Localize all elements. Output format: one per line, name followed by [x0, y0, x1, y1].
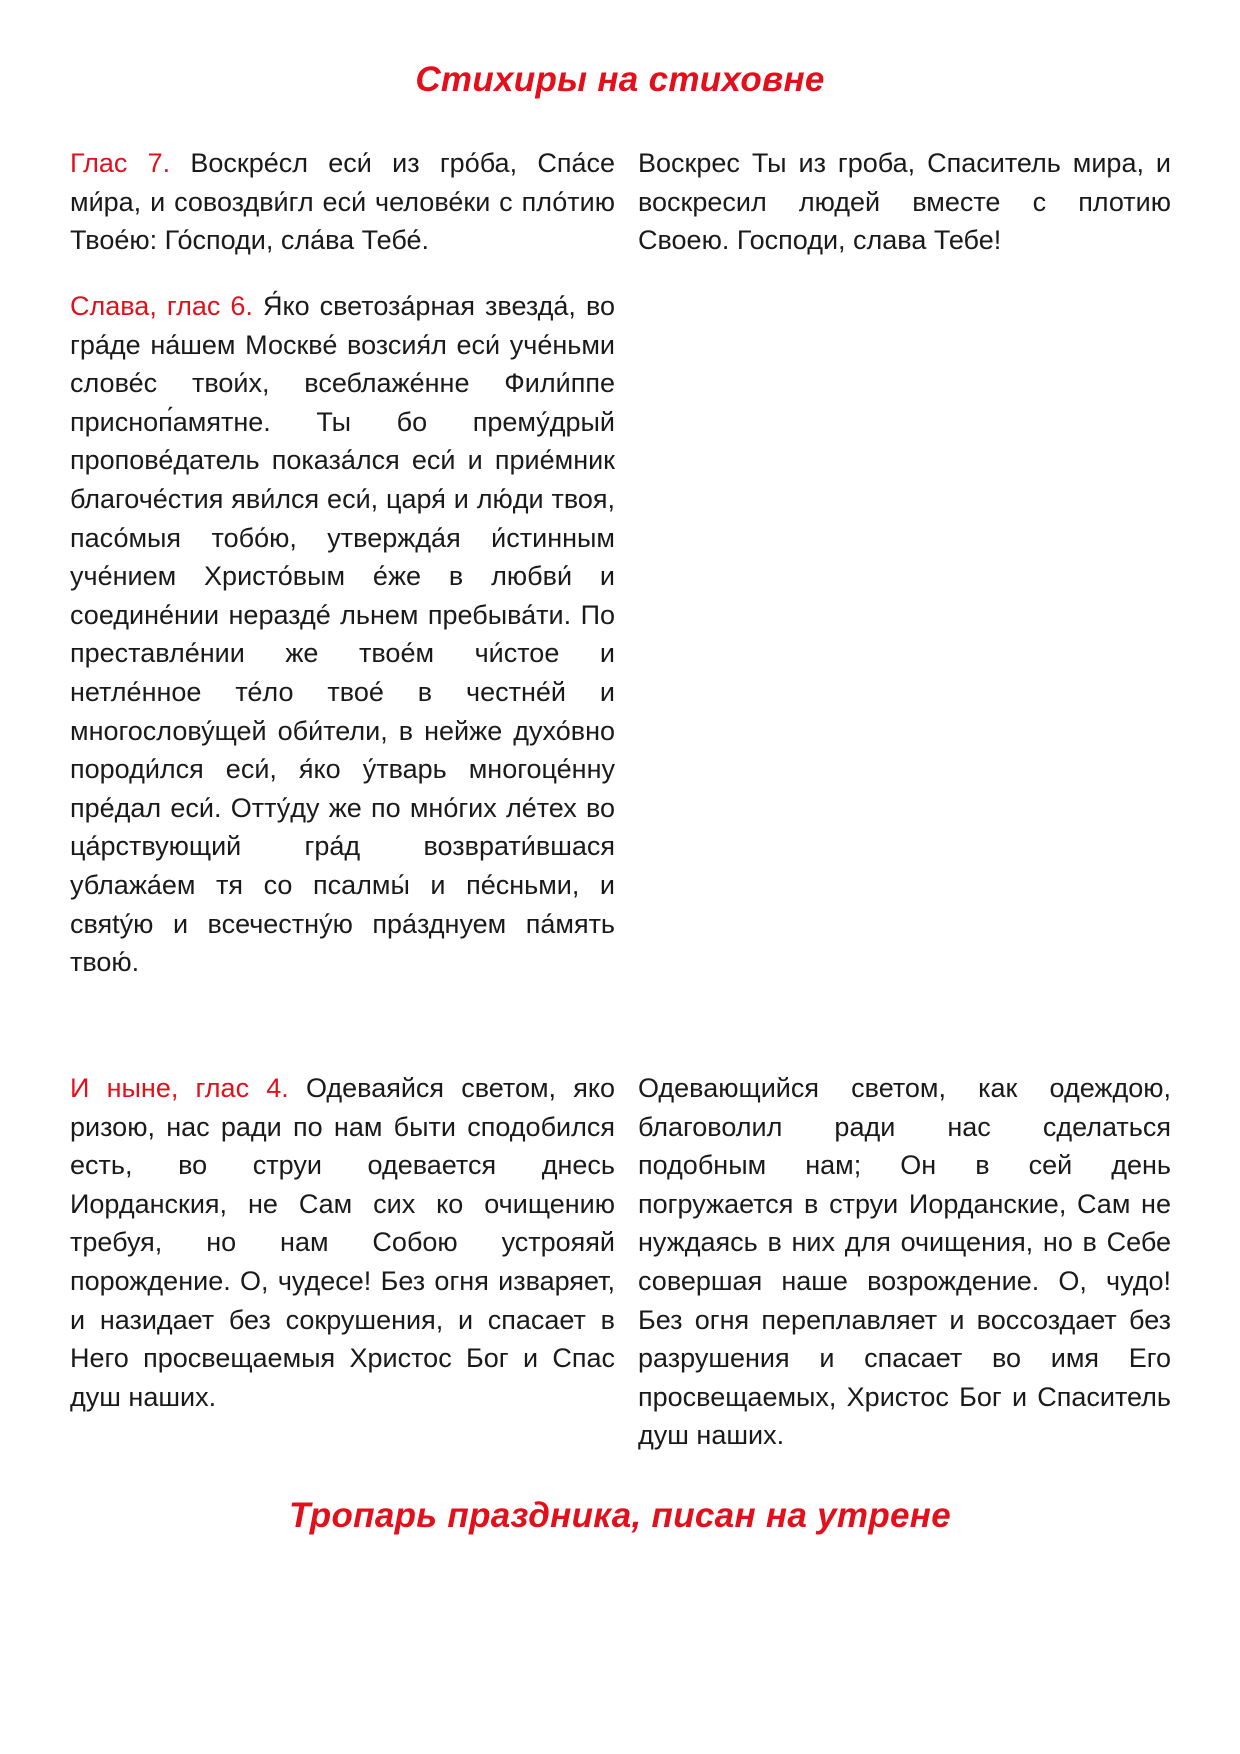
section-heading-troparion: Тропарь праздника, писан на утрене — [289, 1496, 951, 1535]
hymn-text-slavonic: Одеваяйся светом, яко ризою, нас ради по нам быти сподобился есть, во струи одевается днесь Иорданския, не Сам сих ко очищению требуя, но нам Собою устрояяй порождение. О, чудесе! Без огня изваряет, и назидает без сокрушения, и спасает в Него просвещаемыя Христос Бог и Спас душ наших. — [70, 1073, 615, 1412]
block-3-russian — [638, 1069, 1171, 1455]
tone-label: И ныне, глас 4. — [70, 1073, 289, 1103]
block-2-church-slavonic — [70, 287, 615, 982]
block-1-church-slavonic — [70, 144, 615, 260]
hymn-text-slavonic: Я́ко светоза́рная звезда́, во гра́де на́шем Москве́ возсия́л еси́ уче́ньми слове́с твои́х, всеблаже́нне Фили́ппе присноп́амятне. Ты бо прему́дрый пропове́датель показа́лся еси́ и прие́мник благоче́стия яви́лся еси́, царя́ и лю́ди твоя, пасо́мыя тобо́ю, утвержда́я и́стинным уче́нием Христо́вым е́же в любви́ и соедине́нии нераздé льнем пребыва́ти. По преставле́нии же твое́м чи́стое и нетле́нное те́ло твое́ в честне́й и многослову́щей оби́тели, в нейже духо́вно породи́лся еси́, я́ко у́тварь многоце́нну пре́дал еси́. Отту́ду же по мно́гих ле́тех во ца́рствующий гра́д возврати́вшася ублажа́ем тя со псалмы́ и пе́сньми, и свяtу́ю и всечестну́ю пра́зднуем па́мять твою́. — [70, 291, 615, 978]
block-3-church-slavonic — [70, 1069, 615, 1416]
hymn-text-slavonic: Воскре́сл еси́ из гро́ба, Спа́се ми́ра, и совоздви́гл еси́ челове́ки с пло́тию Твое́ю: Го́споди, сла́ва Тебе́. — [70, 148, 615, 256]
tone-label: Глас 7. — [70, 148, 171, 178]
hymn-text-russian: Одевающийся светом, как одеждою, благоволил ради нас сделаться подобным нам; Он в сей день погружается в струи Иорданские, Сам не нуждаясь в них для очищения, но в Себе совершая наше возрождение. О, чудо! Без огня переплавляет и воссоздает без разрушения и спасает во имя Его просвещаемых, Христос Бог и Спаситель душ наших. — [638, 1073, 1171, 1451]
block-1-russian — [638, 144, 1171, 260]
tone-label: Слава, глас 6. — [70, 291, 253, 321]
section-heading-stichera: Стихиры на стиховне — [415, 60, 825, 99]
hymn-text-russian: Воскрес Ты из гроба, Спаситель мира, и воскресил людей вместе с плотию Своею. Господи, слава Тебе! — [638, 148, 1171, 256]
